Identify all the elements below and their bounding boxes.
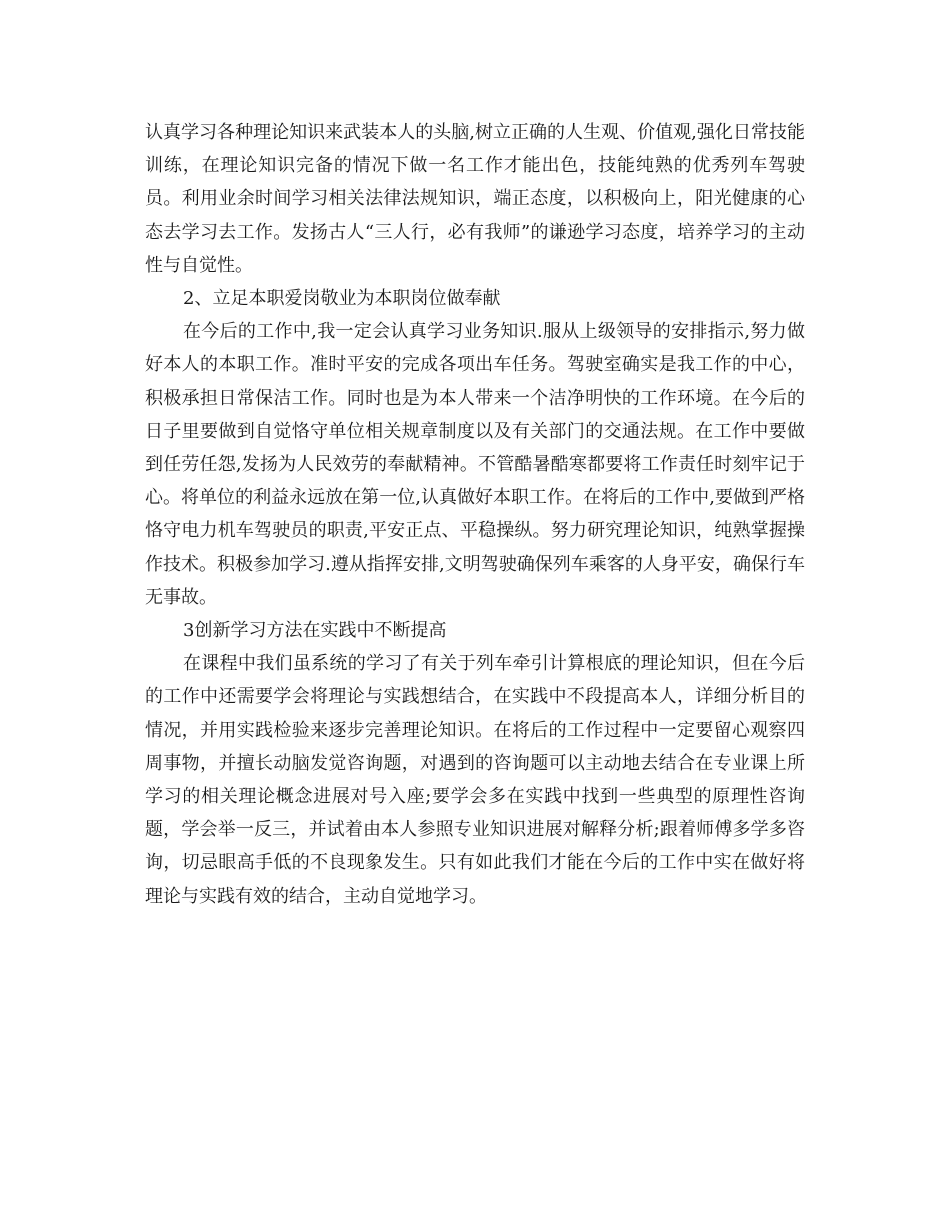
paragraph-practice: 在课程中我们虽系统的学习了有关于列车牵引计算根底的理论知识，但在今后的工作中还需要学会将理论与实践想结合，在实践中不段提高本人，详细分析目的情况，并用实践检验来逐步完善理论知识。在将后的工作过程中一定要留心观察四周事物，并擅长动脑发觉咨询题，对遇到的咨询题可以主动地去结合在专业课上所学习的相关理论概念进展对号入座;要学会多在实践中找到一些典型的原理性咨询题，学会举一反三，并试着由本人参照专业知识进展对解释分析;跟着师傅多学多咨询，切忌眼高手低的不良现象发生。只有如此我们才能在今后的工作中实在做好将理论与实践有效的结合，主动自觉地学习。	[145, 653, 805, 907]
paragraph-job-duties: 在今后的工作中,我一定会认真学习业务知识.服从上级领导的安排指示,努力做好本人的本职工作。准时平安的完成各项出车任务。驾驶室确实是我工作的中心，积极承担日常保洁工作。同时也是为本人带来一个洁净明快的工作环境。在今后的日子里要做到自觉恪守单位相关规章制度以及有关部门的交通法规。在工作中要做到任劳任怨,发扬为人民效劳的奉献精神。不管酷暑酷寒都要将工作责任时刻牢记于心。将单位的利益永远放在第一位,认真做好本职工作。在将后的工作中,要做到严格恪守电力机车驾驶员的职责,平安正点、平稳操纵。努力研究理论知识，纯熟掌握操作技术。积极参加学习.遵从指挥安排,文明驾驶确保列车乘客的人身平安，确保行车无事故。	[145, 321, 805, 608]
document-body	[145, 116, 805, 913]
section-heading-dedication: 2、立足本职爱岗敬业为本职岗位做奉献	[183, 288, 501, 310]
section-heading-innovation: 3创新学习方法在实践中不断提高	[183, 620, 447, 642]
paragraph-study-theory: 认真学习各种理论知识来武装本人的头脑,树立正确的人生观、价值观,强化日常技能训练，在理论知识完备的情况下做一名工作才能出色，技能纯熟的优秀列车驾驶员。利用业余时间学习相关法律法规知识，端正态度，以积极向上，阳光健康的心态去学习去工作。发扬古人“三人行，必有我师”的谦逊学习态度，培养学习的主动性与自觉性。	[145, 122, 805, 276]
